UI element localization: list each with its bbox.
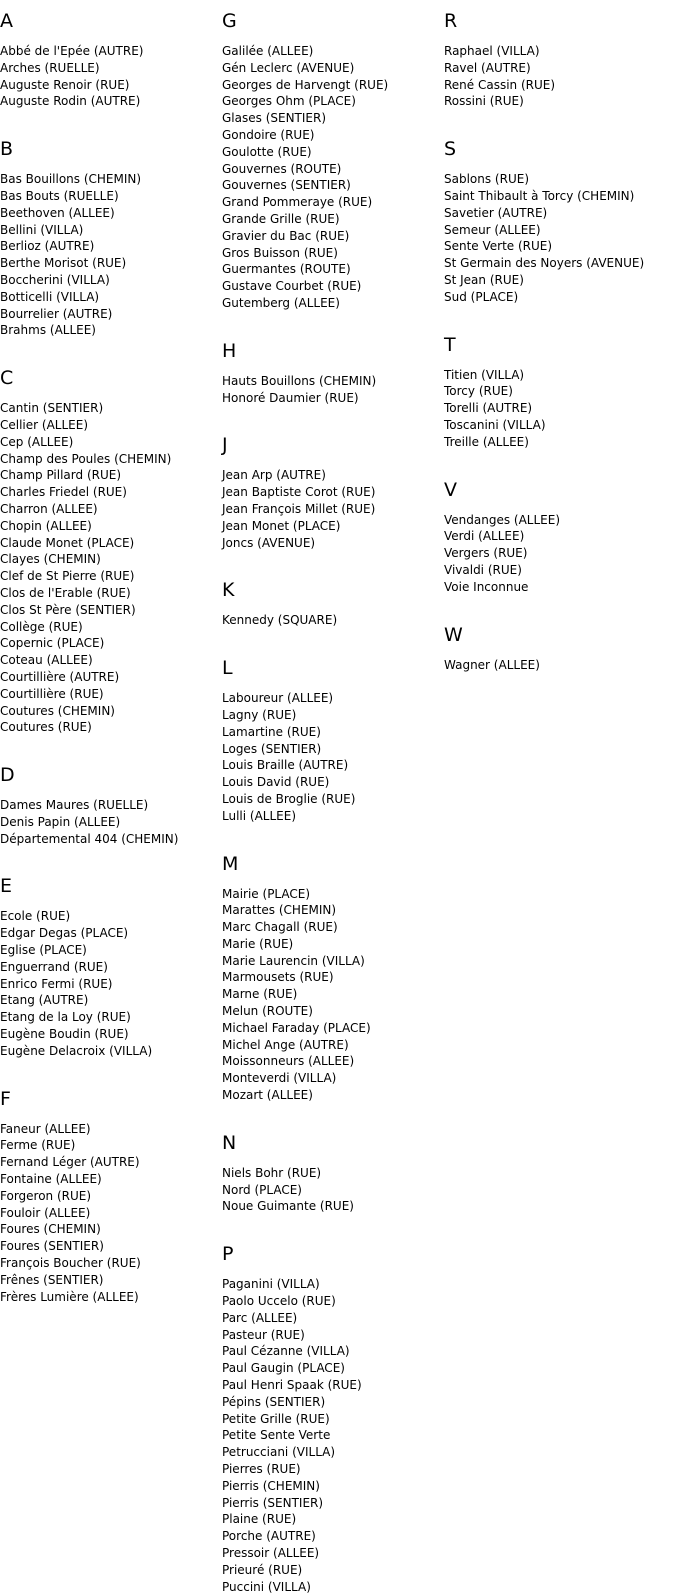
street-list bbox=[0, 171, 222, 339]
letter-heading: H bbox=[222, 339, 237, 362]
letter-heading: M bbox=[222, 852, 239, 875]
street-name: Michel Ange (AUTRE) bbox=[222, 1037, 349, 1052]
street-name: Gén Leclerc (AVENUE) bbox=[222, 60, 355, 75]
street-name: Etang (AUTRE) bbox=[0, 993, 89, 1008]
letter-heading: S bbox=[444, 138, 457, 161]
street-name: Torcy (RUE) bbox=[444, 384, 513, 399]
street-name: Melun (ROUTE) bbox=[222, 1004, 313, 1019]
street-name: St Jean (RUE) bbox=[444, 272, 524, 287]
street-name: Beethoven (ALLEE) bbox=[0, 205, 115, 220]
street-index-column-1 bbox=[0, 0, 222, 1305]
street-name: Gondoire (RUE) bbox=[222, 127, 315, 142]
street-list bbox=[222, 373, 444, 407]
section-spacer bbox=[0, 339, 222, 357]
letter-heading: R bbox=[444, 10, 458, 32]
letter-heading: W bbox=[444, 623, 463, 646]
street-name: Savetier (AUTRE) bbox=[444, 205, 548, 220]
street-name: Wagner (ALLEE) bbox=[444, 657, 540, 672]
letter-heading: G bbox=[222, 10, 237, 32]
street-name: Clayes (CHEMIN) bbox=[0, 552, 101, 567]
letter-section bbox=[444, 12, 666, 110]
street-name: Louis Braille (AUTRE) bbox=[222, 758, 349, 773]
street-name: Chopin (ALLEE) bbox=[0, 518, 92, 533]
letter-heading: L bbox=[222, 657, 233, 680]
letter-heading: E bbox=[0, 875, 13, 898]
street-name: Cep (ALLEE) bbox=[0, 434, 74, 449]
street-name: Berthe Morisot (RUE) bbox=[0, 256, 127, 271]
letter-section bbox=[444, 478, 666, 596]
street-name: Jean Baptiste Corot (RUE) bbox=[222, 485, 376, 500]
street-name: Ecole (RUE) bbox=[0, 909, 71, 924]
letter-section bbox=[222, 1245, 444, 1595]
street-name: Gustave Courbet (RUE) bbox=[222, 279, 362, 294]
street-name: Bas Bouillons (CHEMIN) bbox=[0, 172, 142, 187]
street-name: Pasteur (RUE) bbox=[222, 1327, 305, 1342]
street-name: Georges de Harvengt (RUE) bbox=[222, 77, 389, 92]
section-spacer bbox=[444, 306, 666, 324]
street-name: Honoré Daumier (RUE) bbox=[222, 390, 359, 405]
street-name: Copernic (PLACE) bbox=[0, 636, 105, 651]
letter-section bbox=[222, 436, 444, 551]
letter-section bbox=[222, 1131, 444, 1215]
street-name: Marie Laurencin (VILLA) bbox=[222, 953, 365, 968]
street-name: Gravier du Bac (RUE) bbox=[222, 228, 350, 243]
street-name: Enrico Fermi (RUE) bbox=[0, 976, 113, 991]
street-name: Forgeron (RUE) bbox=[0, 1188, 92, 1203]
street-name: René Cassin (RUE) bbox=[444, 77, 556, 92]
section-spacer bbox=[222, 825, 444, 843]
letter-heading: T bbox=[444, 333, 456, 356]
street-name: Michael Faraday (PLACE) bbox=[222, 1020, 371, 1035]
street-list bbox=[222, 1165, 444, 1215]
street-name: Glases (SENTIER) bbox=[222, 111, 327, 126]
street-name: Coutures (RUE) bbox=[0, 720, 92, 735]
street-name: Berlioz (AUTRE) bbox=[0, 239, 95, 254]
street-name: Bourrelier (AUTRE) bbox=[0, 306, 113, 321]
street-name: Pierres (RUE) bbox=[222, 1462, 301, 1477]
street-name: Rossini (RUE) bbox=[444, 94, 524, 109]
letter-heading: C bbox=[0, 367, 14, 390]
street-list bbox=[444, 43, 666, 110]
street-name: Georges Ohm (PLACE) bbox=[222, 94, 356, 109]
street-name: Marmousets (RUE) bbox=[222, 970, 334, 985]
street-name: Paul Henri Spaak (RUE) bbox=[222, 1378, 362, 1393]
street-name: Lulli (ALLEE) bbox=[222, 808, 297, 823]
street-name: Fontaine (ALLEE) bbox=[0, 1172, 102, 1187]
letter-section bbox=[444, 333, 666, 451]
street-name: Auguste Renoir (RUE) bbox=[0, 77, 130, 92]
street-name: Sente Verte (RUE) bbox=[444, 239, 553, 254]
letter-heading: J bbox=[222, 434, 228, 457]
street-list bbox=[0, 797, 222, 847]
street-name: Denis Papin (ALLEE) bbox=[0, 814, 121, 829]
street-name: Dames Maures (RUELLE) bbox=[0, 798, 149, 813]
section-spacer bbox=[222, 1104, 444, 1122]
street-name: Fouloir (ALLEE) bbox=[0, 1205, 91, 1220]
street-name: Noue Guimante (RUE) bbox=[222, 1199, 354, 1214]
street-name: Petrucciani (VILLA) bbox=[222, 1445, 336, 1460]
street-name: Paul Cézanne (VILLA) bbox=[222, 1344, 350, 1359]
street-name: Toscanini (VILLA) bbox=[444, 417, 546, 432]
section-spacer bbox=[222, 1215, 444, 1233]
street-name: Charron (ALLEE) bbox=[0, 501, 98, 516]
street-name: Hauts Bouillons (CHEMIN) bbox=[222, 373, 377, 388]
street-name: Semeur (ALLEE) bbox=[444, 222, 541, 237]
street-name: Gutemberg (ALLEE) bbox=[222, 295, 340, 310]
street-name: Sud (PLACE) bbox=[444, 289, 519, 304]
section-spacer bbox=[444, 596, 666, 614]
street-name: Saint Thibault à Torcy (CHEMIN) bbox=[444, 188, 635, 203]
section-spacer bbox=[0, 736, 222, 754]
street-name: Foures (SENTIER) bbox=[0, 1239, 104, 1254]
street-list bbox=[222, 1276, 444, 1595]
street-name: Courtillière (AUTRE) bbox=[0, 669, 120, 684]
letter-section bbox=[222, 339, 444, 407]
street-name: Kennedy (SQUARE) bbox=[222, 613, 338, 628]
street-list bbox=[444, 657, 666, 674]
letter-section bbox=[0, 766, 222, 847]
letter-section bbox=[0, 877, 222, 1059]
street-name: Loges (SENTIER) bbox=[222, 741, 322, 756]
street-name: Brahms (ALLEE) bbox=[0, 323, 96, 338]
street-name: Auguste Rodin (AUTRE) bbox=[0, 94, 141, 109]
street-name: Cantin (SENTIER) bbox=[0, 401, 104, 416]
street-index-column-2 bbox=[222, 0, 444, 1595]
street-name: Claude Monet (PLACE) bbox=[0, 535, 135, 550]
street-name: Frères Lumière (ALLEE) bbox=[0, 1289, 139, 1304]
street-name: Grand Pommeraye (RUE) bbox=[222, 195, 373, 210]
street-name: Vergers (RUE) bbox=[444, 546, 528, 561]
street-name: Torelli (AUTRE) bbox=[444, 401, 533, 416]
street-name: Courtillière (RUE) bbox=[0, 686, 104, 701]
letter-section bbox=[0, 1087, 222, 1306]
street-name: Eglise (PLACE) bbox=[0, 943, 87, 958]
street-name: Pierris (CHEMIN) bbox=[222, 1478, 320, 1493]
street-list bbox=[0, 908, 222, 1059]
street-name: Verdi (ALLEE) bbox=[444, 529, 525, 544]
street-index-column-3 bbox=[444, 0, 666, 673]
street-list bbox=[444, 512, 666, 596]
street-name: Gros Buisson (RUE) bbox=[222, 245, 338, 260]
street-name: Joncs (AVENUE) bbox=[222, 535, 316, 550]
street-name: Moissonneurs (ALLEE) bbox=[222, 1054, 355, 1069]
street-name: Puccini (VILLA) bbox=[222, 1579, 311, 1594]
street-name: Voie Inconnue bbox=[444, 579, 529, 594]
street-name: Plaine (RUE) bbox=[222, 1512, 297, 1527]
street-name: Marie (RUE) bbox=[222, 936, 294, 951]
street-name: Laboureur (ALLEE) bbox=[222, 691, 334, 706]
street-name: Botticelli (VILLA) bbox=[0, 289, 100, 304]
letter-section bbox=[0, 12, 222, 110]
street-name: Pépins (SENTIER) bbox=[222, 1394, 326, 1409]
street-name: Marc Chagall (RUE) bbox=[222, 920, 338, 935]
section-spacer bbox=[222, 629, 444, 647]
street-name: Collège (RUE) bbox=[0, 619, 83, 634]
street-name: Cellier (ALLEE) bbox=[0, 417, 89, 432]
letter-section bbox=[0, 140, 222, 339]
street-name: Ferme (RUE) bbox=[0, 1138, 76, 1153]
section-spacer bbox=[222, 551, 444, 569]
street-name: Petite Grille (RUE) bbox=[222, 1411, 330, 1426]
street-name: Abbé de l'Epée (AUTRE) bbox=[0, 44, 144, 58]
street-list bbox=[444, 367, 666, 451]
section-spacer bbox=[444, 110, 666, 128]
section-spacer bbox=[444, 451, 666, 469]
section-spacer bbox=[0, 110, 222, 128]
street-name: Porche (AUTRE) bbox=[222, 1529, 316, 1544]
section-spacer bbox=[222, 312, 444, 330]
street-name: Charles Friedel (RUE) bbox=[0, 485, 127, 500]
street-name: Foures (CHEMIN) bbox=[0, 1222, 101, 1237]
street-name: Louis David (RUE) bbox=[222, 775, 330, 790]
letter-section bbox=[222, 12, 444, 312]
street-name: Paganini (VILLA) bbox=[222, 1277, 320, 1292]
street-list bbox=[222, 886, 444, 1104]
street-list bbox=[222, 43, 444, 312]
street-name: Gouvernes (ROUTE) bbox=[222, 161, 342, 176]
street-name: Jean Monet (PLACE) bbox=[222, 518, 341, 533]
street-name: François Boucher (RUE) bbox=[0, 1256, 141, 1271]
street-name: Paolo Uccelo (RUE) bbox=[222, 1294, 336, 1309]
street-name: Coteau (ALLEE) bbox=[0, 653, 93, 668]
street-list bbox=[0, 400, 222, 736]
street-name: Mozart (ALLEE) bbox=[222, 1088, 313, 1103]
street-name: Lagny (RUE) bbox=[222, 707, 297, 722]
street-name: Paul Gaugin (PLACE) bbox=[222, 1361, 345, 1376]
street-name: Monteverdi (VILLA) bbox=[222, 1071, 337, 1086]
letter-section bbox=[444, 623, 666, 674]
street-name: Bellini (VILLA) bbox=[0, 222, 84, 237]
section-spacer bbox=[222, 406, 444, 424]
street-name: Grande Grille (RUE) bbox=[222, 211, 340, 226]
street-name: Clef de St Pierre (RUE) bbox=[0, 569, 135, 584]
street-list bbox=[222, 467, 444, 551]
street-name: Petite Sente Verte bbox=[222, 1428, 331, 1443]
street-name: Champ des Poules (CHEMIN) bbox=[0, 451, 172, 466]
street-name: Coutures (CHEMIN) bbox=[0, 703, 115, 718]
street-name: Clos St Père (SENTIER) bbox=[0, 602, 136, 617]
street-name: Eugène Boudin (RUE) bbox=[0, 1027, 129, 1042]
street-name: Guermantes (ROUTE) bbox=[222, 262, 351, 277]
street-list bbox=[222, 690, 444, 824]
section-spacer bbox=[0, 847, 222, 865]
street-list bbox=[222, 612, 444, 629]
street-name: Parc (ALLEE) bbox=[222, 1310, 298, 1325]
street-name: Marne (RUE) bbox=[222, 987, 298, 1002]
street-name: Gouvernes (SENTIER) bbox=[222, 178, 351, 193]
street-name: Vivaldi (RUE) bbox=[444, 562, 522, 577]
street-name: Titien (VILLA) bbox=[444, 367, 525, 382]
letter-section bbox=[0, 369, 222, 736]
section-spacer bbox=[0, 1060, 222, 1078]
street-name: Goulotte (RUE) bbox=[222, 144, 312, 159]
street-name: Sablons (RUE) bbox=[444, 172, 530, 187]
street-name: Jean François Millet (RUE) bbox=[222, 501, 376, 516]
street-name: Etang de la Loy (RUE) bbox=[0, 1010, 131, 1025]
street-name: Edgar Degas (PLACE) bbox=[0, 926, 129, 941]
letter-section bbox=[222, 659, 444, 824]
street-name: Boccherini (VILLA) bbox=[0, 272, 110, 287]
letter-heading: B bbox=[0, 138, 14, 161]
letter-heading: K bbox=[222, 579, 235, 602]
letter-heading: P bbox=[222, 1243, 234, 1266]
letter-heading: N bbox=[222, 1131, 237, 1154]
street-name: Arches (RUELLE) bbox=[0, 60, 100, 75]
street-name: Bas Bouts (RUELLE) bbox=[0, 188, 119, 203]
street-name: Marattes (CHEMIN) bbox=[222, 903, 337, 918]
street-name: Nord (PLACE) bbox=[222, 1182, 302, 1197]
street-name: Fernand Léger (AUTRE) bbox=[0, 1155, 140, 1170]
street-name: Jean Arp (AUTRE) bbox=[222, 468, 326, 483]
street-name: Clos de l'Erable (RUE) bbox=[0, 585, 131, 600]
letter-heading: A bbox=[0, 10, 13, 32]
street-name: Enguerrand (RUE) bbox=[0, 959, 108, 974]
street-name: Raphael (VILLA) bbox=[444, 44, 540, 58]
street-name: Ravel (AUTRE) bbox=[444, 60, 531, 75]
street-name: Vendanges (ALLEE) bbox=[444, 512, 561, 527]
street-name: Eugène Delacroix (VILLA) bbox=[0, 1043, 153, 1058]
street-name: Louis de Broglie (RUE) bbox=[222, 791, 356, 806]
letter-heading: F bbox=[0, 1087, 11, 1110]
street-name: Frênes (SENTIER) bbox=[0, 1272, 104, 1287]
street-name: Pierris (SENTIER) bbox=[222, 1495, 324, 1510]
street-name: Lamartine (RUE) bbox=[222, 724, 321, 739]
letter-section bbox=[222, 852, 444, 1104]
letter-heading: V bbox=[444, 478, 457, 501]
street-name: St Germain des Noyers (AVENUE) bbox=[444, 256, 645, 271]
letter-section bbox=[222, 581, 444, 629]
street-name: Prieuré (RUE) bbox=[222, 1562, 303, 1577]
street-name: Faneur (ALLEE) bbox=[0, 1121, 91, 1136]
street-list bbox=[0, 43, 222, 110]
street-name: Départemental 404 (CHEMIN) bbox=[0, 831, 179, 846]
street-name: Pressoir (ALLEE) bbox=[222, 1546, 320, 1560]
street-list bbox=[444, 171, 666, 305]
street-name: Mairie (PLACE) bbox=[222, 886, 311, 901]
street-name: Niels Bohr (RUE) bbox=[222, 1165, 322, 1180]
street-name: Treille (ALLEE) bbox=[444, 434, 529, 449]
letter-section bbox=[444, 140, 666, 305]
street-name: Galilée (ALLEE) bbox=[222, 44, 314, 58]
street-list bbox=[0, 1121, 222, 1306]
letter-heading: D bbox=[0, 764, 15, 787]
street-name: Champ Pillard (RUE) bbox=[0, 468, 122, 483]
